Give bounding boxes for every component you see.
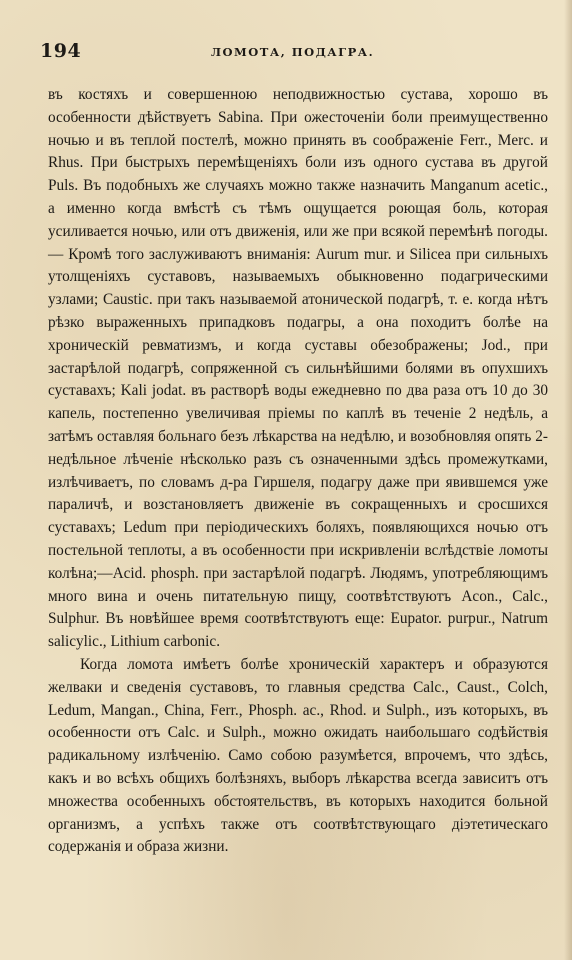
running-head: ЛОМОТА, ПОДАГРА.	[210, 45, 375, 59]
paragraph-2: Когда ломота имѣетъ болѣе хроническій характеръ и образуются желваки и сведенія суставовъ, то главныя средства Calc., Caust., Colch, Ledum, Mangan., China, Ferr., Phosph. ac., Rhod. и Sulph., изъ которыхъ, въ особенности отъ Calc. и Sulph., можно ожидать наибольшаго содѣйствія радикальному излѣченію. Само собою разумѣется, впрочемъ, что здѣсь, какъ и во всѣхъ общихъ болѣзняхъ, выборъ лѣкарства всегда зависитъ отъ множества особенныхъ обстоятельствъ, въ которыхъ находится больной организмъ, а успѣхъ также отъ соотвѣтствующаго діэтетическаго содержанія и образа жизни.	[48, 655, 548, 856]
page-edge-shadow	[564, 0, 572, 960]
paragraph-1: въ костяхъ и совершенною неподвижностью сустава, хорошо въ особенности дѣйствуетъ Sabina. При ожесточеніи боли преимущественно ночью и въ теплой постелѣ, можно принять въ соображеніе Ferr., Merc. и Rhus. При быстрыхъ перемѣщеніяхъ боли изъ одного сустава въ другой Puls. Въ подобныхъ же случаяхъ можно также назначить Manganum acetic., а именно когда вмѣстѣ съ тѣмъ ощущается роющая боль, которая усиливается ночью, или отъ движенія, или же при всякой перемѣнѣ погоды. — Кромѣ того заслуживаютъ вниманія: Aurum mur. и Silicea при сильныхъ утолщеніяхъ суставовъ, называемыхъ обыкновенно подагрическими узлами; Caustic. при такъ называемой атонической подагрѣ, т. е. когда нѣтъ рѣзко выраженныхъ припадковъ подагры, а она походитъ болѣе на хроническій ревматизмъ, и когда суставы обезображены; Jod., при застарѣлой подагрѣ, сопряженной съ сильнѣйшими болями въ опухшихъ суставахъ; Kali jodat. въ растворѣ воды ежедневно по два раза отъ 10 до 30 капель, постепенно увеличивая пріемы по каплѣ въ теченіе 2 недѣль, а затѣмъ оставляя больнаго безъ лѣкарства на недѣлю, и возобновляя опять 2-недѣльное лѣченіе нѣсколько разъ съ означенными здѣсь промежутками, излѣчиваетъ, по словамъ д-ра Гиршеля, подагру даже при явившемся уже параличѣ, и возстановляетъ движеніе въ сокращенныхъ и сросшихся суставахъ; Ledum при періодическихъ боляхъ, появляющихся ночью отъ постельной теплоты, а въ особенности при искривленіи вслѣдствіе ломоты колѣна;—Acid. phosph. при застарѣлой подагрѣ. Людямъ, употребляющимъ много вина и очень питательную пищу, соотвѣтствуютъ Acon., Calc., Sulphur. Въ новѣйшее время соотвѣтствуютъ еще: Eupator. purpur., Natrum salicylic., Lithium carbonic.	[48, 86, 548, 651]
page-header	[40, 40, 545, 68]
page-number: 194	[40, 40, 82, 62]
body-text	[48, 84, 548, 859]
